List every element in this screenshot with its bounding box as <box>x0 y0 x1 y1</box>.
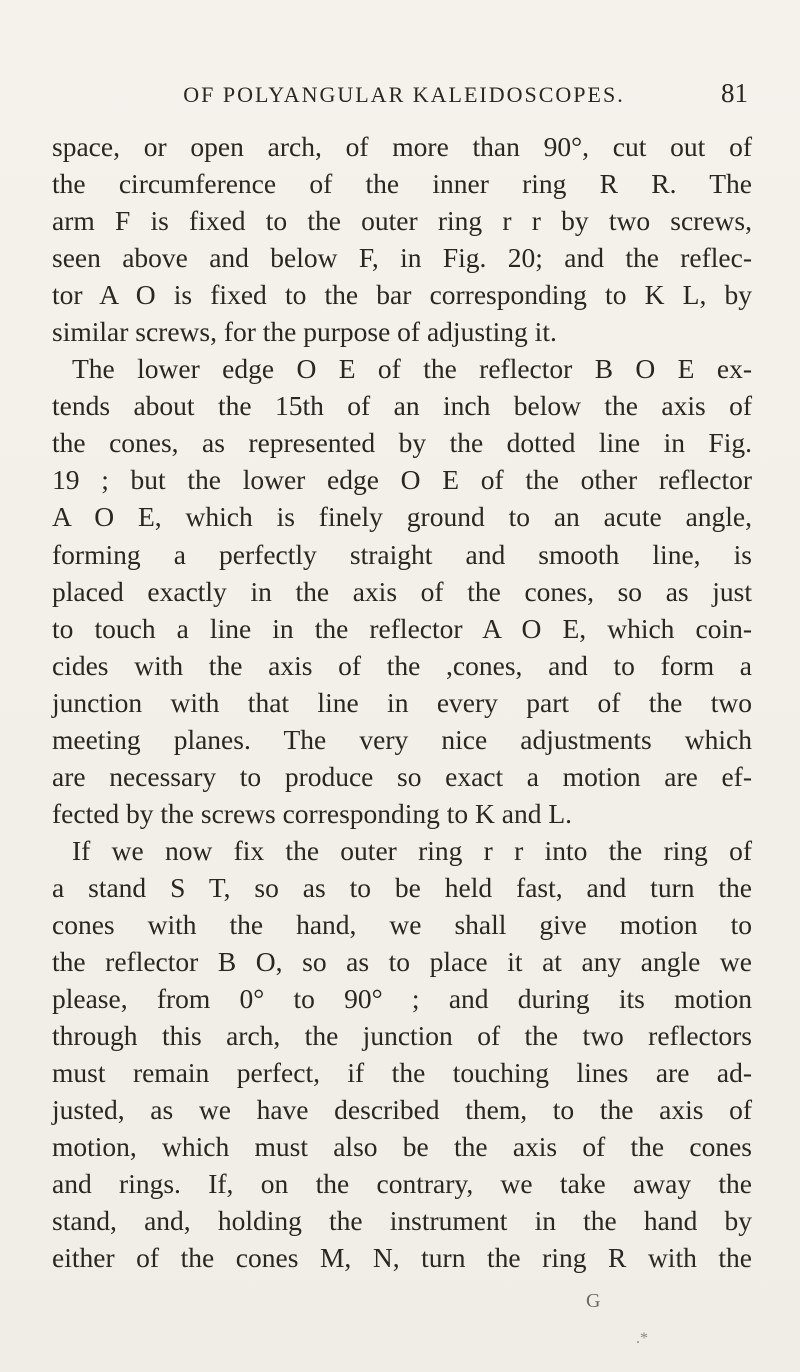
text-line: meeting planes. The very nice adjustments which <box>52 723 752 755</box>
text-line: must remain perfect, if the touching lines are ad- <box>52 1057 752 1089</box>
text-line: cones with the hand, we shall give motion to <box>52 908 752 940</box>
text-line: please, from 0° to 90° ; and during its motion <box>52 983 752 1015</box>
text-line: fected by the screws corresponding to K and L. <box>52 797 573 829</box>
text-line: justed, as we have described them, to the axis of <box>52 1094 752 1126</box>
text-line: forming a perfectly straight and smooth line, is <box>52 538 752 570</box>
page-number: 81 <box>721 78 748 108</box>
text-line: A O E, which is finely ground to an acute angle, <box>52 501 752 533</box>
text-line: junction with that line in every part of the two <box>52 686 752 718</box>
text-line: and rings. If, on the contrary, we take away the <box>52 1168 752 1200</box>
text-line: a stand S T, so as to be held fast, and turn the <box>52 871 752 903</box>
text-line: stand, and, holding the instrument in the hand by <box>52 1205 752 1237</box>
signature-mark: G <box>586 1290 601 1312</box>
text-line: through this arch, the junction of the two reflectors <box>52 1020 752 1052</box>
text-line: are necessary to produce so exact a motion are ef- <box>52 760 752 792</box>
text-line: placed exactly in the axis of the cones, so as just <box>52 575 752 607</box>
text-line: tends about the 15th of an inch below the axis of <box>52 390 752 422</box>
text-line: similar screws, for the purpose of adjusting it. <box>52 316 557 348</box>
text-line: the cones, as represented by the dotted line in Fig. <box>52 427 752 459</box>
text-line: either of the cones M, N, turn the ring R with the <box>52 1242 752 1274</box>
text-line: motion, which must also be the axis of the cones <box>52 1131 752 1163</box>
text-line: the reflector B O, so as to place it at any angle we <box>52 946 752 978</box>
text-line: The lower edge O E of the reflector B O E ex- <box>72 353 752 385</box>
running-head <box>104 78 754 118</box>
running-title: OF POLYANGULAR KALEIDOSCOPES. <box>183 82 625 107</box>
text-line: 19 ; but the lower edge O E of the other reflector <box>52 464 752 496</box>
text-line: seen above and below F, in Fig. 20; and the reflec- <box>52 242 752 274</box>
text-line: arm F is fixed to the outer ring r r by two screws, <box>52 205 752 237</box>
text-line: If we now fix the outer ring r r into the ring of <box>72 834 752 866</box>
ink-speck: .* <box>636 1330 648 1347</box>
text-line: to touch a line in the reflector A O E, which coin- <box>52 612 752 644</box>
text-line: the circumference of the inner ring R R. The <box>52 168 752 200</box>
text-line: cides with the axis of the ,cones, and to form a <box>52 649 752 681</box>
text-line: space, or open arch, of more than 90°, cut out of <box>52 131 752 162</box>
body-text <box>52 128 752 1276</box>
text-line: tor A O is fixed to the bar corresponding to K L, by <box>52 279 752 311</box>
